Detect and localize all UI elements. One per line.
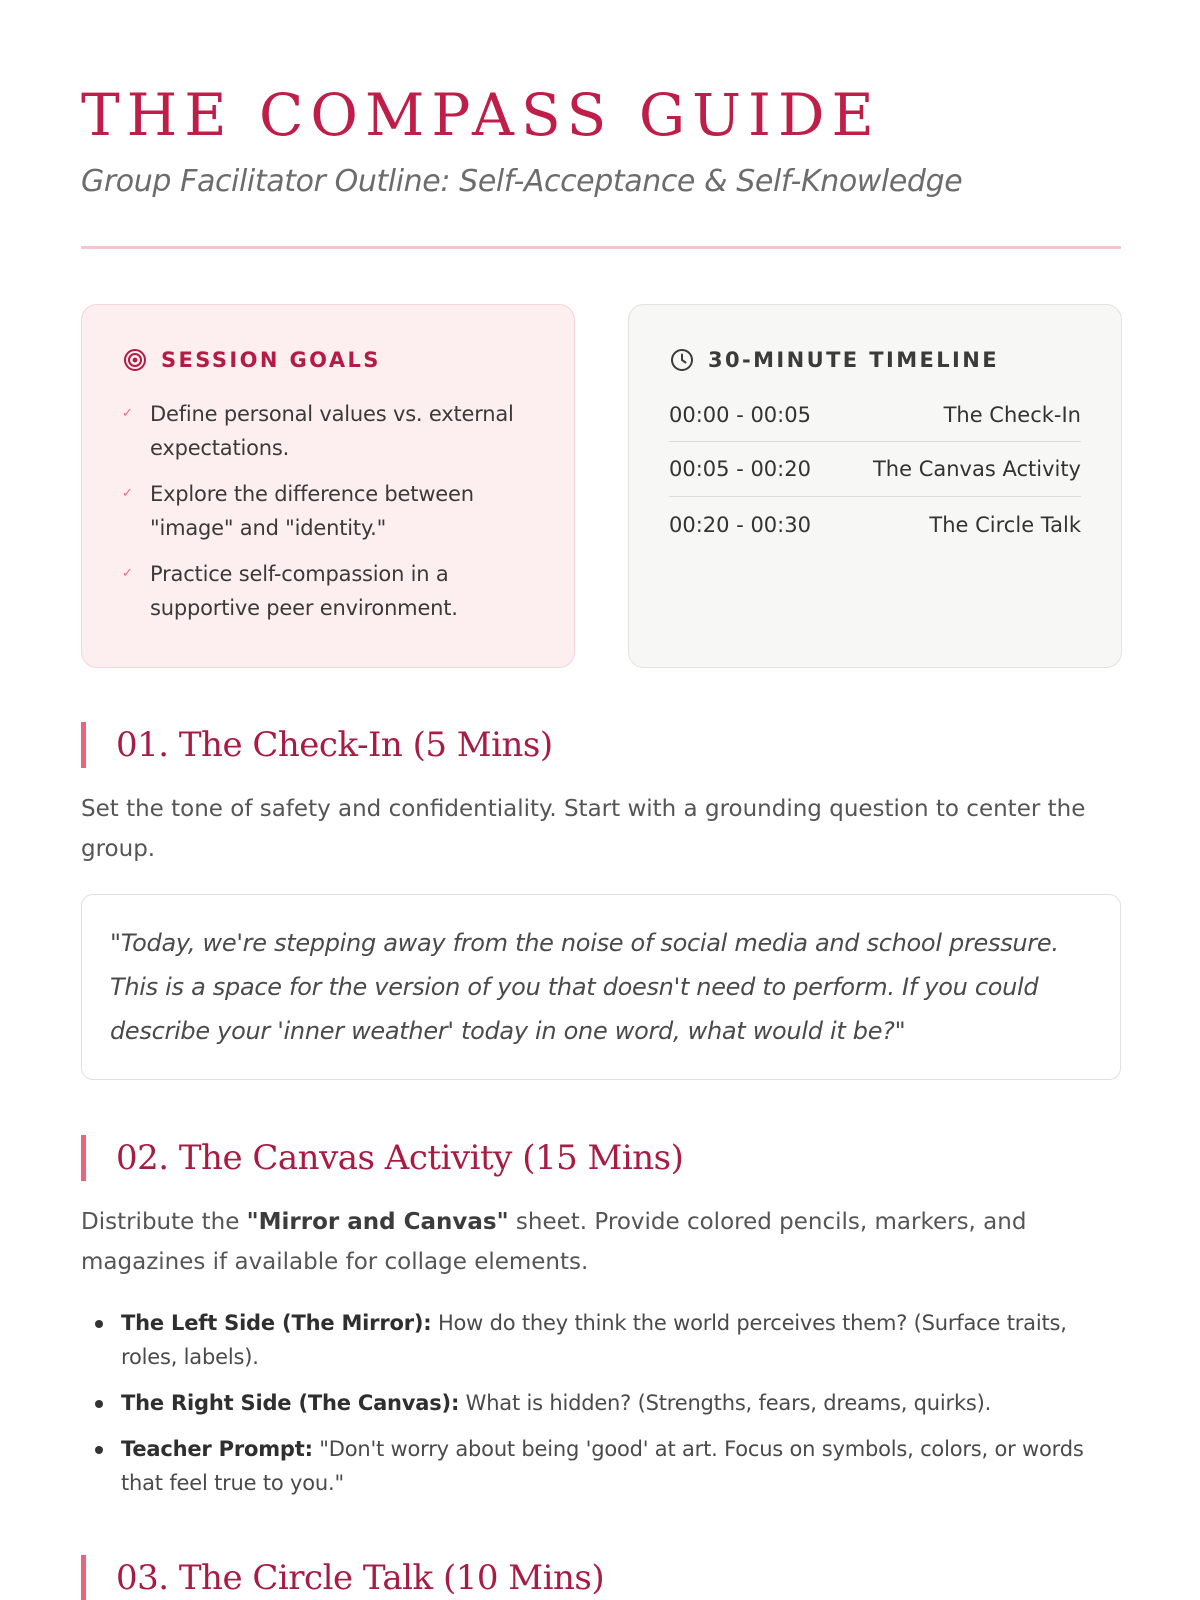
list-item <box>122 557 534 625</box>
bullet-label: Teacher Prompt: <box>121 1437 313 1461</box>
bullet-text: "Don't worry about being 'good' at art. Focus on symbols, colors, or words that feel true to you." <box>121 1437 1084 1495</box>
table-row <box>669 442 1081 497</box>
section-body-check-in: Set the tone of safety and confidentiality. Start with a grounding question to center the group. <box>81 796 1086 862</box>
timeline-label: The Circle Talk <box>929 512 1081 537</box>
page-title: THE COMPASS GUIDE <box>81 81 881 149</box>
table-row <box>669 397 1081 442</box>
section-heading-check-in: 01. The Check-In (5 Mins) <box>81 722 553 768</box>
bullet-label: The Right Side (The Canvas): <box>121 1391 460 1415</box>
header-divider <box>81 246 1121 249</box>
target-icon <box>122 347 148 373</box>
timeline-heading: 30-MINUTE TIMELINE <box>708 348 999 372</box>
goal-text: Define personal values vs. external expectations. <box>150 402 514 460</box>
bullet-label: The Left Side (The Mirror): <box>121 1311 432 1335</box>
section-heading-canvas: 02. The Canvas Activity (15 Mins) <box>81 1135 683 1181</box>
timeline-label: The Check-In <box>943 403 1081 427</box>
session-goals-card <box>81 304 575 668</box>
page-subtitle: Group Facilitator Outline: Self-Acceptance & Self-Knowledge <box>81 164 963 199</box>
timeline-label: The Canvas Activity <box>872 457 1081 481</box>
check-icon: ✓ <box>122 566 133 581</box>
activity-bullets <box>81 1306 1121 1512</box>
list-item <box>122 477 534 545</box>
body-text: Distribute the <box>81 1209 247 1235</box>
session-goals-header <box>122 345 534 375</box>
goal-text: Practice self-compassion in a supportive peer environment. <box>150 562 458 620</box>
session-goals-list <box>122 397 534 625</box>
check-icon: ✓ <box>122 486 133 501</box>
goal-text: Explore the difference between "image" and "identity." <box>150 482 474 540</box>
timeline-header <box>669 345 1081 375</box>
table-row <box>669 497 1081 552</box>
list-item <box>81 1306 1121 1374</box>
list-item <box>81 1386 1121 1420</box>
list-item <box>81 1432 1121 1500</box>
timeline-time: 00:20 - 00:30 <box>669 512 811 537</box>
bullet-text: What is hidden? (Strengths, fears, dreams, quirks). <box>459 1391 992 1415</box>
timeline-card <box>628 304 1122 668</box>
list-item <box>122 397 534 465</box>
session-goals-heading: SESSION GOALS <box>161 348 381 372</box>
section-heading-circle-talk: 03. The Circle Talk (10 Mins) <box>81 1555 604 1600</box>
facilitator-quote: "Today, we're stepping away from the noise of social media and school pressure. This is a space for the version of you that doesn't need to perform. If you could describe your 'inner weather' today in one word, what would it be?" <box>81 894 1121 1080</box>
timeline-time: 00:05 - 00:20 <box>669 457 811 481</box>
body-text: sheet. Provide colored pencils, markers, and magazines if available for collage elements. <box>81 1209 1027 1275</box>
clock-icon <box>669 347 695 373</box>
timeline-table <box>669 397 1081 552</box>
timeline-time: 00:00 - 00:05 <box>669 403 811 427</box>
check-icon: ✓ <box>122 406 133 421</box>
bullet-text: How do they think the world perceives them? (Surface traits, roles, labels). <box>121 1311 1067 1369</box>
section-body-canvas <box>81 1202 1121 1282</box>
sheet-name: "Mirror and Canvas" <box>246 1209 509 1235</box>
